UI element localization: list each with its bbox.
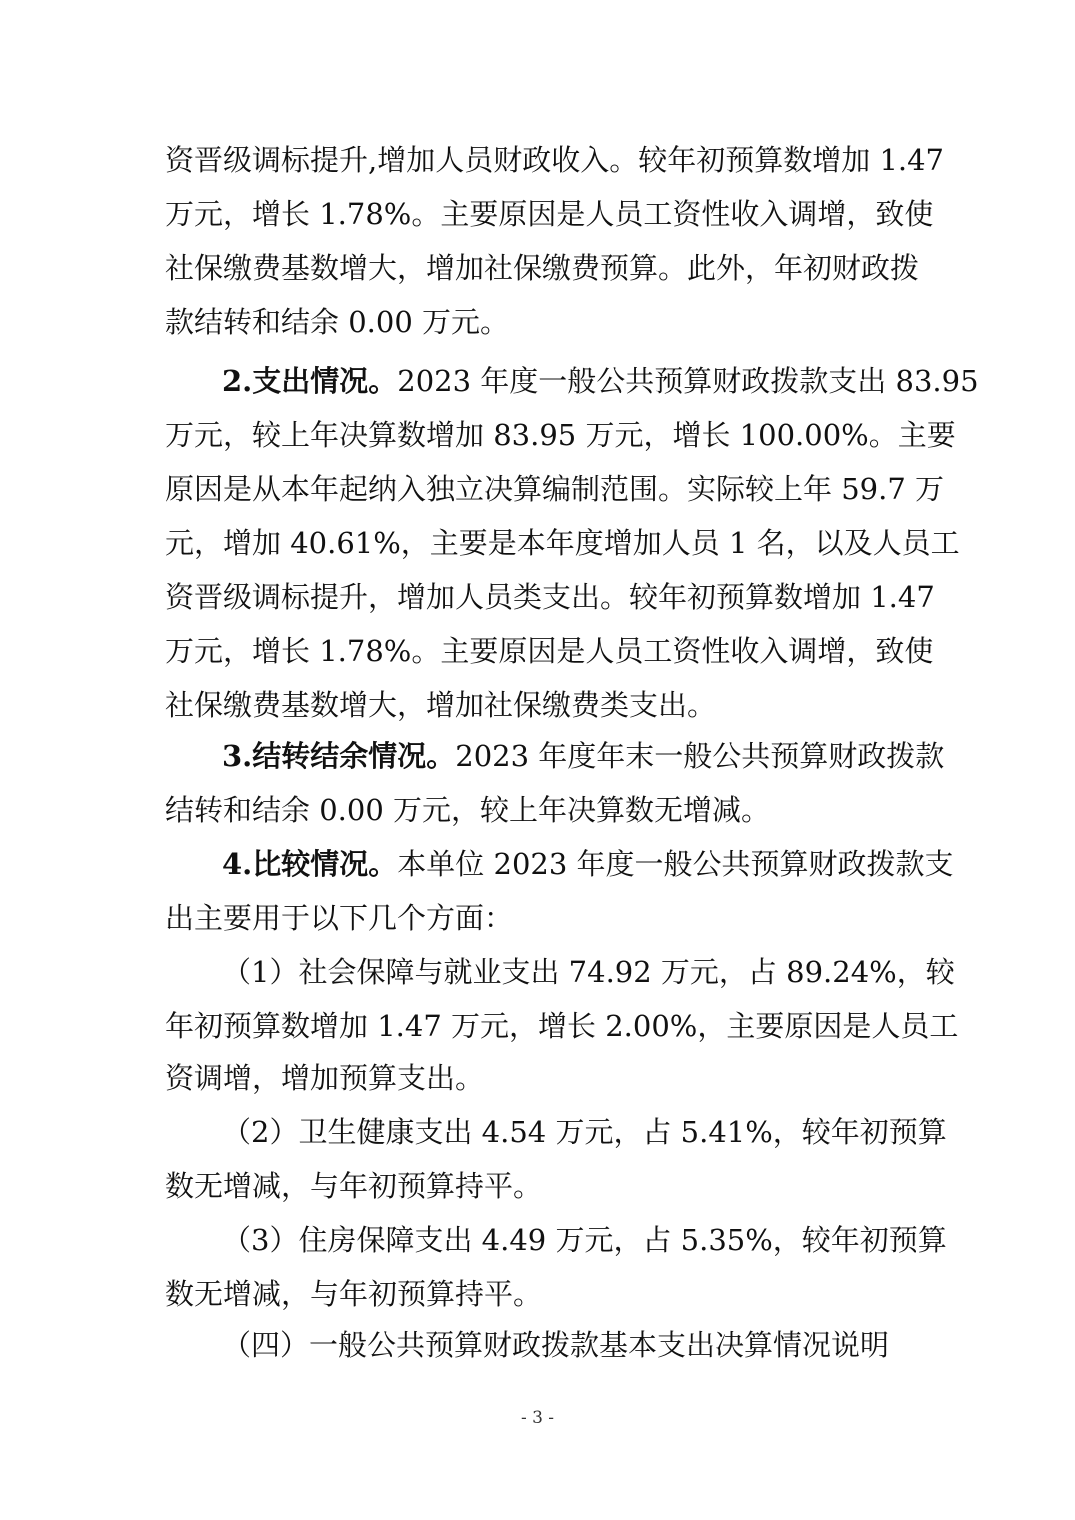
section-heading-carryover: 3.结转结余情况。 (222, 739, 456, 773)
text-line: 原因是从本年起纳入独立决算编制范围。实际较上年 59.7 万 (165, 472, 945, 506)
text-line: 资调增，增加预算支出。 (165, 1061, 485, 1095)
text-run: 2023 年度一般公共预算财政拨款支出 83.95 (397, 364, 979, 398)
text-line: 资晋级调标提升，增加人员类支出。较年初预算数增加 1.47 (165, 580, 935, 614)
text-line: 数无增减，与年初预算持平。 (165, 1277, 543, 1311)
text-line: 社保缴费基数增大，增加社保缴费预算。此外，年初财政拨 (165, 251, 920, 285)
section-heading-comparison: 4.比较情况。 (222, 847, 398, 881)
text-line: 年初预算数增加 1.47 万元，增长 2.00%，主要原因是人员工 (165, 1009, 959, 1043)
text-line: 万元，增长 1.78%。主要原因是人员工资性收入调增，致使 (165, 634, 934, 668)
page-number: - 3 - (520, 1408, 555, 1428)
text-line: 万元，增长 1.78%。主要原因是人员工资性收入调增，致使 (165, 197, 934, 231)
text-line: 万元，较上年决算数增加 83.95 万元，增长 100.00%。主要 (165, 418, 956, 452)
text-line: 出主要用于以下几个方面： (165, 901, 514, 935)
paragraph-first-line (222, 736, 945, 776)
text-line: 资晋级调标提升,增加人员财政收入。较年初预算数增加 1.47 (165, 143, 945, 177)
text-line: 元，增加 40.61%，主要是本年度增加人员 1 名，以及人员工 (165, 526, 960, 560)
section-title-line: （四）一般公共预算财政拨款基本支出决算情况说明 (222, 1328, 890, 1362)
text-line: 社保缴费基数增大，增加社保缴费类支出。 (165, 688, 717, 722)
list-item-line: （2）卫生健康支出 4.54 万元，占 5.41%，较年初预算 (222, 1115, 947, 1149)
text-line: 款结转和结余 0.00 万元。 (165, 305, 510, 339)
paragraph-first-line (222, 844, 954, 884)
text-run: 2023 年度年末一般公共预算财政拨款 (455, 739, 945, 773)
list-item-line: （1）社会保障与就业支出 74.92 万元，占 89.24%，较 (222, 955, 955, 989)
text-run: 本单位 2023 年度一般公共预算财政拨款支 (397, 847, 954, 881)
text-line: 数无增减，与年初预算持平。 (165, 1169, 543, 1203)
list-item-line: （3）住房保障支出 4.49 万元，占 5.35%，较年初预算 (222, 1223, 947, 1257)
section-heading-expenditure: 2.支出情况。 (222, 364, 398, 398)
text-line: 结转和结余 0.00 万元，较上年决算数无增减。 (165, 793, 771, 827)
paragraph-first-line (222, 361, 979, 401)
